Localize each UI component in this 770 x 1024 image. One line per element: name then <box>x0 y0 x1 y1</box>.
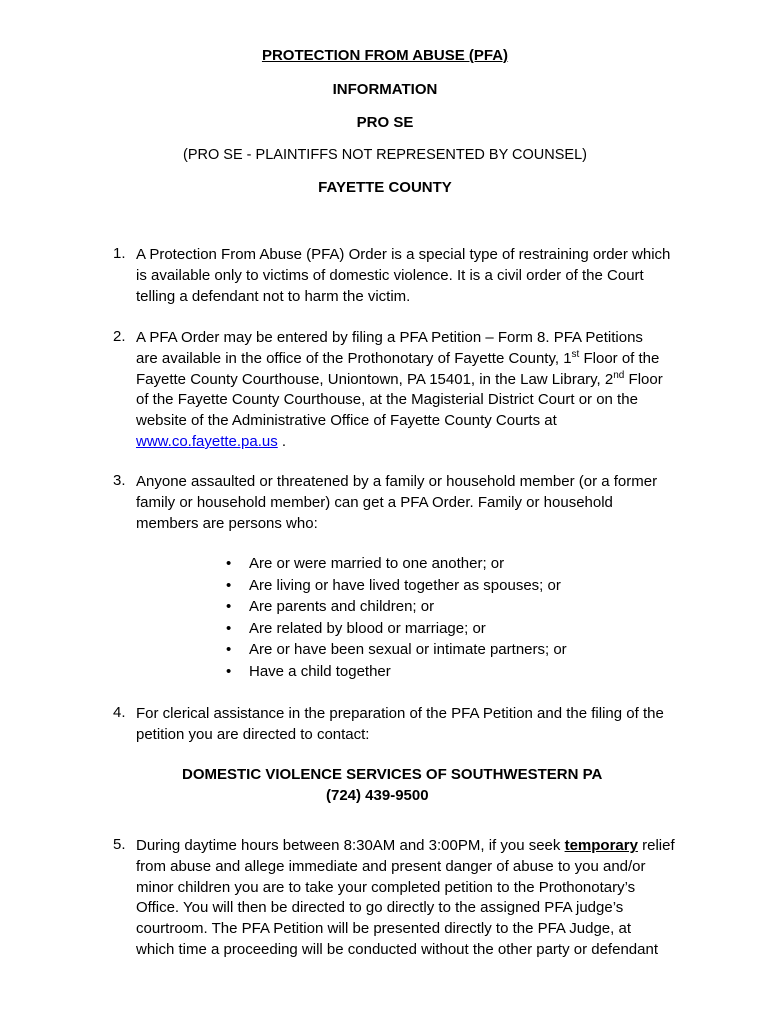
temporary-emphasis: temporary <box>564 837 638 854</box>
item-2-line: Fayette County Courthouse, Uniontown, PA 15401, in the Law Library, 2nd Floor <box>136 369 663 388</box>
item-2-line: are available in the office of the Prothonotary of Fayette County, 1st Floor of the <box>136 348 660 367</box>
item-5-line: Office. You will then be directed to go directly to the assigned PFA judge’s <box>136 899 624 917</box>
pro-se-note: (PRO SE - PLAINTIFFS NOT REPRESENTED BY COUNSEL) <box>183 147 587 163</box>
item-2-line: A PFA Order may be entered by filing a PFA Petition – Form 8. PFA Petitions <box>136 329 643 346</box>
item-2-number: 2. <box>113 328 126 345</box>
item-4-line: For clerical assistance in the preparation of the PFA Petition and the filing of the <box>136 705 664 722</box>
item-3-number: 3. <box>113 472 126 489</box>
item-2-line: www.co.fayette.pa.us . <box>136 432 287 450</box>
item-1-line: is available only to victims of domestic violence. It is a civil order of the Court <box>136 266 644 284</box>
item-1-line: telling a defendant not to harm the victim. <box>136 287 411 305</box>
list-item: • Are related by blood or marriage; or <box>226 619 486 637</box>
item-3-text <box>136 472 696 534</box>
list-item: • Are or were married to one another; or <box>226 555 505 572</box>
item-2-text <box>136 328 696 453</box>
fayette-courts-link[interactable]: www.co.fayette.pa.us <box>136 432 278 450</box>
list-item: • Are parents and children; or <box>226 598 435 616</box>
item-2-line: of the Fayette County Courthouse, at the Magisterial District Court or on the <box>136 391 638 409</box>
item-1-line: A Protection From Abuse (PFA) Order is a special type of restraining order which <box>136 246 671 263</box>
contact-phone: (724) 439-9500 <box>326 787 429 804</box>
item-3-line: family or household member) can get a PFA Order. Family or household <box>136 493 613 511</box>
item-3-line: Anyone assaulted or threatened by a family or household member (or a former <box>136 473 658 490</box>
item-1-number: 1. <box>113 245 126 262</box>
item-5-text <box>136 836 696 961</box>
document-title: PROTECTION FROM ABUSE (PFA) <box>261 47 509 64</box>
item-3-line: members are persons who: <box>136 514 318 532</box>
household-member-list <box>226 553 567 683</box>
item-4-text <box>136 704 696 746</box>
item-5-line: During daytime hours between 8:30AM and 3:00PM, if you seek temporary relief <box>136 837 675 854</box>
list-item: • Are living or have lived together as spouses; or <box>226 576 561 594</box>
list-item: • Have a child together <box>226 662 391 680</box>
item-5-line: courtroom. The PFA Petition will be presented directly to the PFA Judge, at <box>136 920 631 938</box>
item-2-line: website of the Administrative Office of Fayette County Courts at <box>136 412 557 430</box>
contact-organization: DOMESTIC VIOLENCE SERVICES OF SOUTHWESTERN PA <box>182 766 603 783</box>
document-subtitle: INFORMATION <box>332 81 438 98</box>
item-4-line: petition you are directed to contact: <box>136 725 370 743</box>
item-1-text <box>136 245 696 307</box>
item-5-number: 5. <box>113 836 126 853</box>
item-5-line: which time a proceeding will be conducted without the other party or defendant <box>136 940 658 958</box>
pro-se-heading: PRO SE <box>356 114 414 131</box>
item-4-number: 4. <box>113 704 126 721</box>
county-heading: FAYETTE COUNTY <box>318 179 452 196</box>
item-5-line: minor children you are to take your completed petition to the Prothonotary’s <box>136 878 636 896</box>
item-5-line: from abuse and allege immediate and present danger of abuse to you and/or <box>136 857 646 875</box>
list-item: • Are or have been sexual or intimate partners; or <box>226 641 567 659</box>
